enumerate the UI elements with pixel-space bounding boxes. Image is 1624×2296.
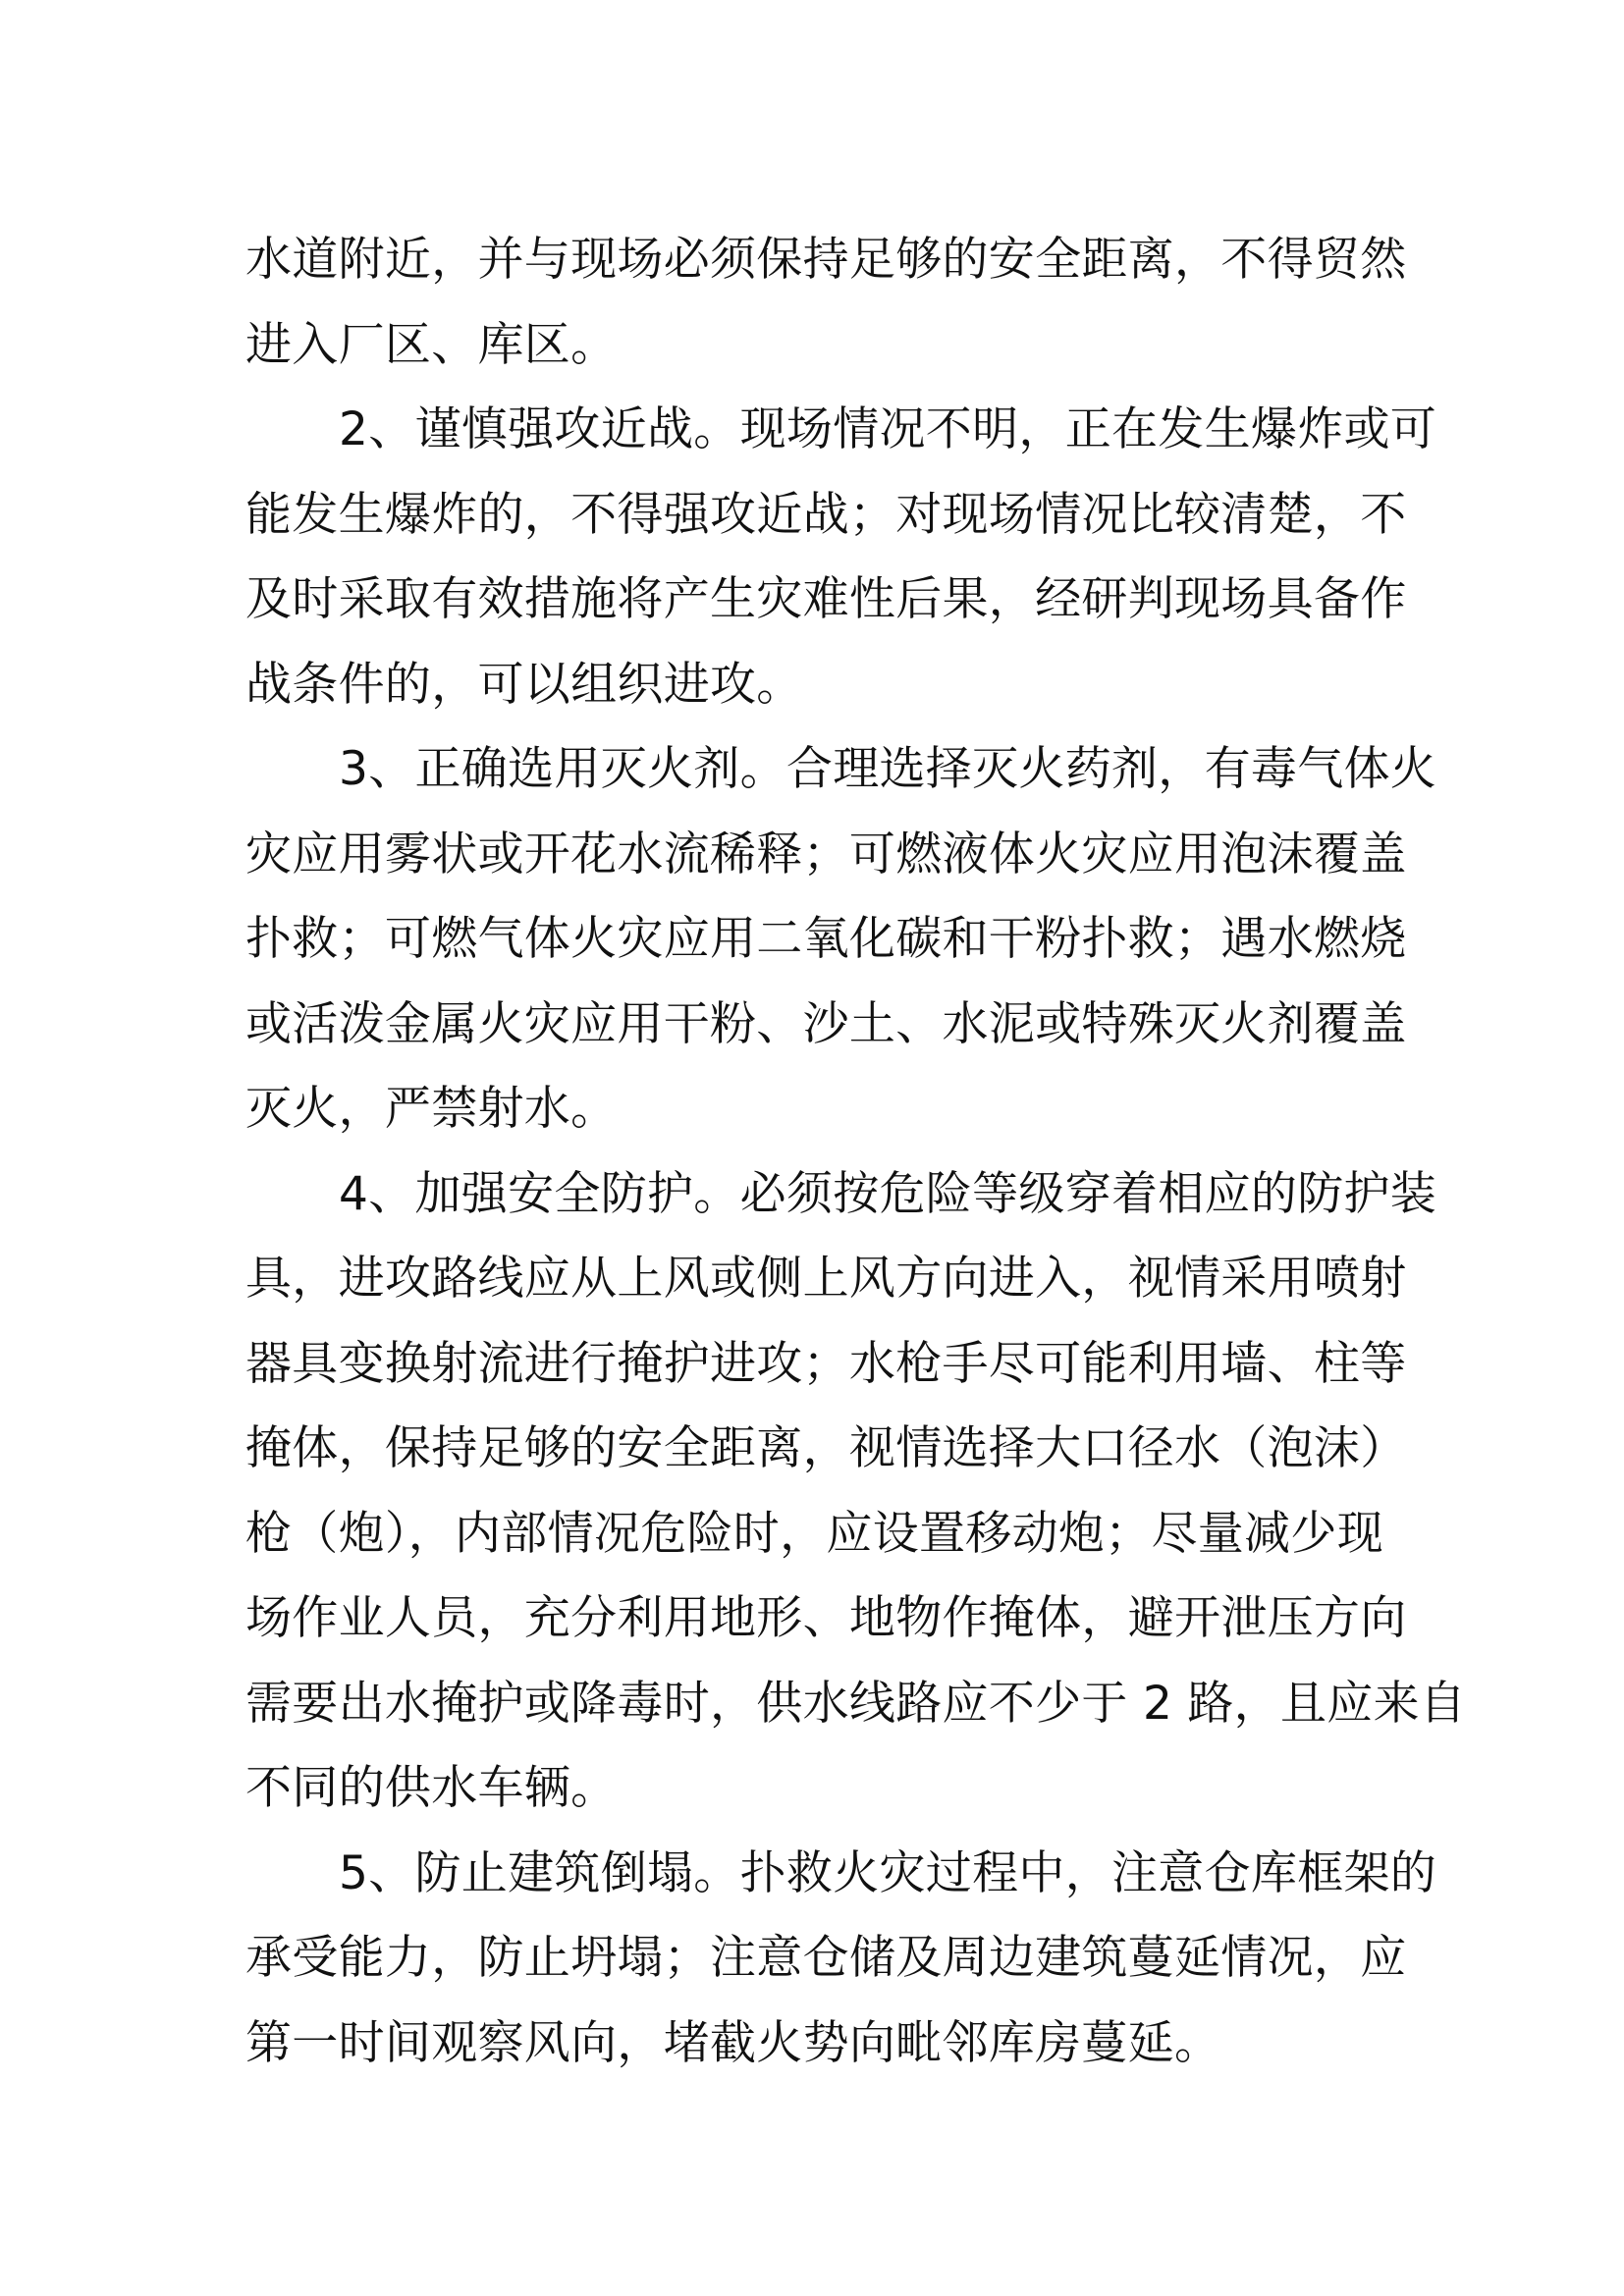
text-line-16: 枪（炮），内部情况危险时，应设置移动炮；尽量减少现: [245, 1506, 1383, 1561]
text-line-10: 或活泼金属火灾应用干粉、沙土、水泥或特殊灭火剂覆盖: [245, 996, 1407, 1051]
text-line-5: 及时采取有效措施将产生灾难性后果，经研判现场具备作: [245, 572, 1407, 626]
text-line-17: 场作业人员，充分利用地形、地物作掩体，避开泄压方向: [245, 1591, 1407, 1645]
text-line-11: 灭火，严禁射水。: [245, 1082, 618, 1136]
item-3-heading-line: 3、正确选用灭火剂。合理选择灭火药剂，有毒气体火: [339, 742, 1437, 796]
text-line-2: 进入厂区、库区。: [245, 317, 618, 372]
item-2-heading-line: 2、谨慎强攻近战。现场情况不明，正在发生爆炸或可: [339, 402, 1437, 456]
text-line-22: 第一时间观察风向，堵截火势向毗邻库房蔓延。: [245, 2015, 1221, 2070]
text-line-14: 器具变换射流进行掩护进攻；水枪手尽可能利用墙、柱等: [245, 1336, 1407, 1391]
text-line-18: 需要出水掩护或降毒时，供水线路应不少于 2 路，且应来自: [245, 1676, 1467, 1731]
text-line-1: 水道附近，并与现场必须保持足够的安全距离，不得贸然: [245, 233, 1407, 287]
text-line-15: 掩体，保持足够的安全距离，视情选择大口径水（泡沫）: [245, 1421, 1407, 1475]
document-body: [245, 218, 1467, 2086]
text-line-4: 能发生爆炸的，不得强攻近战；对现场情况比较清楚，不: [245, 487, 1407, 542]
text-line-9: 扑救；可燃气体火灾应用二氧化碳和干粉扑救；遇水燃烧: [245, 912, 1407, 966]
text-line-8: 灾应用雾状或开花水流稀释；可燃液体火灾应用泡沫覆盖: [245, 827, 1407, 881]
item-4-heading-line: 4、加强安全防护。必须按危险等级穿着相应的防护装: [339, 1166, 1437, 1221]
text-line-13: 具，进攻路线应从上风或侧上风方向进入，视情采用喷射: [245, 1252, 1407, 1306]
text-line-21: 承受能力，防止坍塌；注意仓储及周边建筑蔓延情况，应: [245, 1931, 1407, 1985]
text-line-6: 战条件的，可以组织进攻。: [245, 657, 803, 712]
text-line-19: 不同的供水车辆。: [245, 1761, 618, 1815]
item-5-heading-line: 5、防止建筑倒塌。扑救火灾过程中，注意仓库框架的: [339, 1845, 1437, 1900]
